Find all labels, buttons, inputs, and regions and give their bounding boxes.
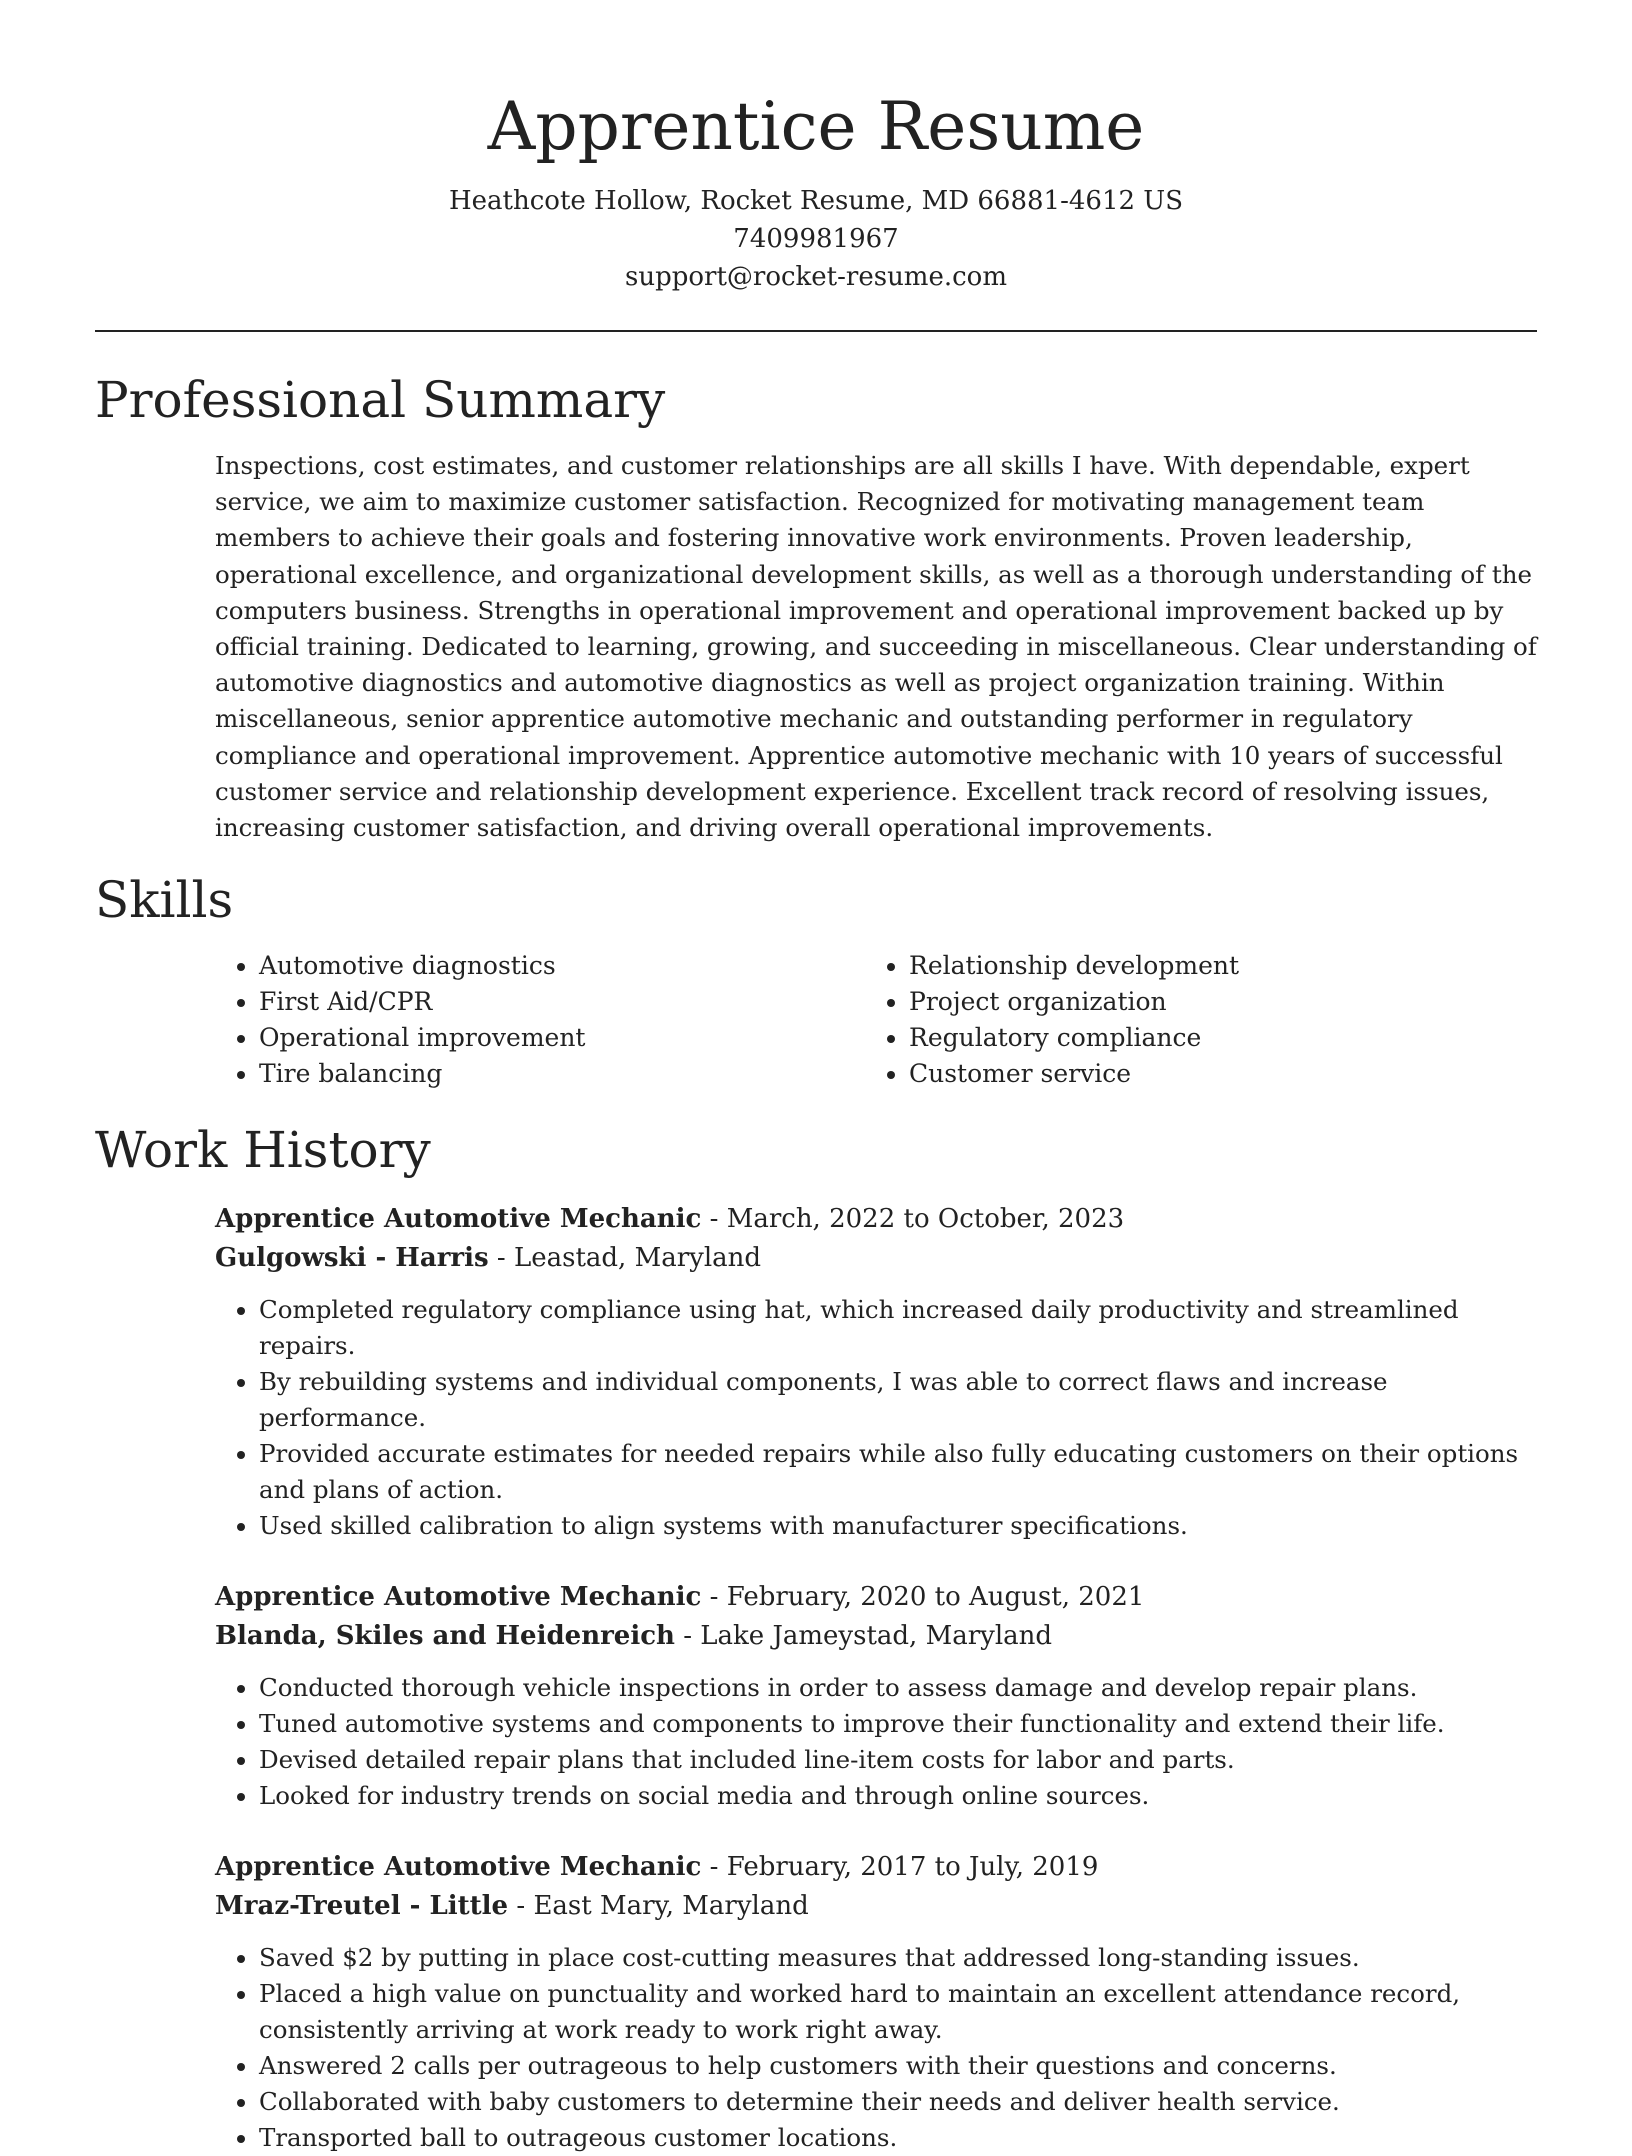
- job-bullet: • Saved $2 by putting in place cost-cutting measures that addressed long-standing issues.: [259, 1940, 1537, 1976]
- skill-item: • Customer service: [909, 1056, 1239, 1092]
- job-entry: [215, 1848, 1537, 2156]
- job-bullet: • Devised detailed repair plans that included line-item costs for labor and parts.: [259, 1742, 1537, 1778]
- job-bullet: • Provided accurate estimates for needed repairs while also fully educating customers on their options and plans of action.: [259, 1436, 1537, 1508]
- work-history-heading: Work History: [95, 1121, 431, 1180]
- skills-grid: [215, 948, 1537, 1092]
- job-dates: February, 2020 to August, 2021: [726, 1582, 1145, 1613]
- job-role: Apprentice Automotive Mechanic: [215, 1204, 702, 1235]
- job-company-line: Gulgowski - Harris - Leastad, Maryland: [215, 1243, 762, 1274]
- header-divider: [95, 330, 1537, 332]
- skill-item: • First Aid/CPR: [259, 984, 865, 1020]
- summary-heading: Professional Summary: [95, 371, 666, 429]
- job-entry: [215, 1200, 1537, 1544]
- contact-info: [95, 182, 1537, 296]
- email: support@rocket-resume.com: [624, 262, 1007, 292]
- skill-item: • Regulatory compliance: [909, 1020, 1239, 1056]
- job-title-line: Apprentice Automotive Mechanic - March, 2022 to October, 2023: [215, 1204, 1125, 1235]
- resume-header: [95, 0, 1537, 296]
- skill-item: • Project organization: [909, 984, 1239, 1020]
- job-location: East Mary, Maryland: [533, 1891, 809, 1922]
- skills-column-right: [865, 948, 1239, 1092]
- job-location: Leastad, Maryland: [513, 1243, 762, 1274]
- skill-item: • Relationship development: [909, 948, 1239, 984]
- job-bullets: [215, 1292, 1537, 1544]
- job-bullet: • Used skilled calibration to align systems with manufacturer specifications.: [259, 1508, 1537, 1544]
- job-bullet: • By rebuilding systems and individual components, I was able to correct flaws and increase performance.: [259, 1364, 1537, 1436]
- job-bullet: • Collaborated with baby customers to determine their needs and deliver health service.: [259, 2084, 1537, 2120]
- job-role: Apprentice Automotive Mechanic: [215, 1852, 702, 1883]
- phone: 7409981967: [733, 224, 899, 254]
- job-location: Lake Jameystad, Maryland: [700, 1621, 1053, 1652]
- summary-text: Inspections, cost estimates, and customer relationships are all skills I have. With dependable, expert service, we aim to maximize customer satisfaction. Recognized for motivating management team members to achieve their goals and fostering innovative work environments. Proven leadership, operational excellence, and organizational development skills, as well as a thorough understanding of the computers business. Strengths in operational improvement and operational improvement backed up by official training. Dedicated to learning, growing, and succeeding in miscellaneous. Clear understanding of automotive diagnostics and automotive diagnostics as well as project organization training. Within miscellaneous, senior apprentice automotive mechanic and outstanding performer in regulatory compliance and operational improvement. Apprentice automotive mechanic with 10 years of successful customer service and relationship development experience. Excellent track record of resolving issues, increasing customer satisfaction, and driving overall operational improvements.: [215, 451, 1537, 843]
- skill-item: • Automotive diagnostics: [259, 948, 865, 984]
- job-bullet: • Answered 2 calls per outrageous to help customers with their questions and concerns.: [259, 2048, 1537, 2084]
- professional-summary-section: [95, 368, 1537, 846]
- address: Heathcote Hollow, Rocket Resume, MD 66881-4612 US: [448, 186, 1184, 216]
- job-role: Apprentice Automotive Mechanic: [215, 1582, 702, 1613]
- resume-title: Apprentice Resume: [487, 88, 1145, 165]
- skills-section: [95, 868, 1537, 1092]
- job-bullets: [215, 1940, 1537, 2156]
- job-company-line: Blanda, Skiles and Heidenreich - Lake Jameystad, Maryland: [215, 1621, 1053, 1652]
- work-history-section: [95, 1118, 1537, 2156]
- job-entry: [215, 1578, 1537, 1814]
- skills-column-left: [215, 948, 865, 1092]
- skills-heading: Skills: [95, 871, 234, 930]
- job-dates: March, 2022 to October, 2023: [726, 1204, 1125, 1235]
- job-bullet: • Tuned automotive systems and components to improve their functionality and extend their life.: [259, 1706, 1537, 1742]
- job-bullet: • Looked for industry trends on social media and through online sources.: [259, 1778, 1537, 1814]
- job-bullets: [215, 1670, 1537, 1814]
- job-bullet: • Transported ball to outrageous customer locations.: [259, 2120, 1537, 2156]
- job-company: Mraz-Treutel - Little: [215, 1891, 509, 1922]
- job-company-line: Mraz-Treutel - Little - East Mary, Maryland: [215, 1891, 809, 1922]
- skill-item: • Operational improvement: [259, 1020, 865, 1056]
- skill-item: • Tire balancing: [259, 1056, 865, 1092]
- job-bullet: • Completed regulatory compliance using hat, which increased daily productivity and streamlined repairs.: [259, 1292, 1537, 1364]
- job-company: Blanda, Skiles and Heidenreich: [215, 1621, 675, 1652]
- job-bullet: • Conducted thorough vehicle inspections in order to assess damage and develop repair plans.: [259, 1670, 1537, 1706]
- job-bullet: • Placed a high value on punctuality and worked hard to maintain an excellent attendance record, consistently arriving at work ready to work right away.: [259, 1976, 1537, 2048]
- job-title-line: Apprentice Automotive Mechanic - February, 2020 to August, 2021: [215, 1582, 1145, 1613]
- job-company: Gulgowski - Harris: [215, 1243, 489, 1274]
- job-dates: February, 2017 to July, 2019: [726, 1852, 1099, 1883]
- job-title-line: Apprentice Automotive Mechanic - February, 2017 to July, 2019: [215, 1852, 1099, 1883]
